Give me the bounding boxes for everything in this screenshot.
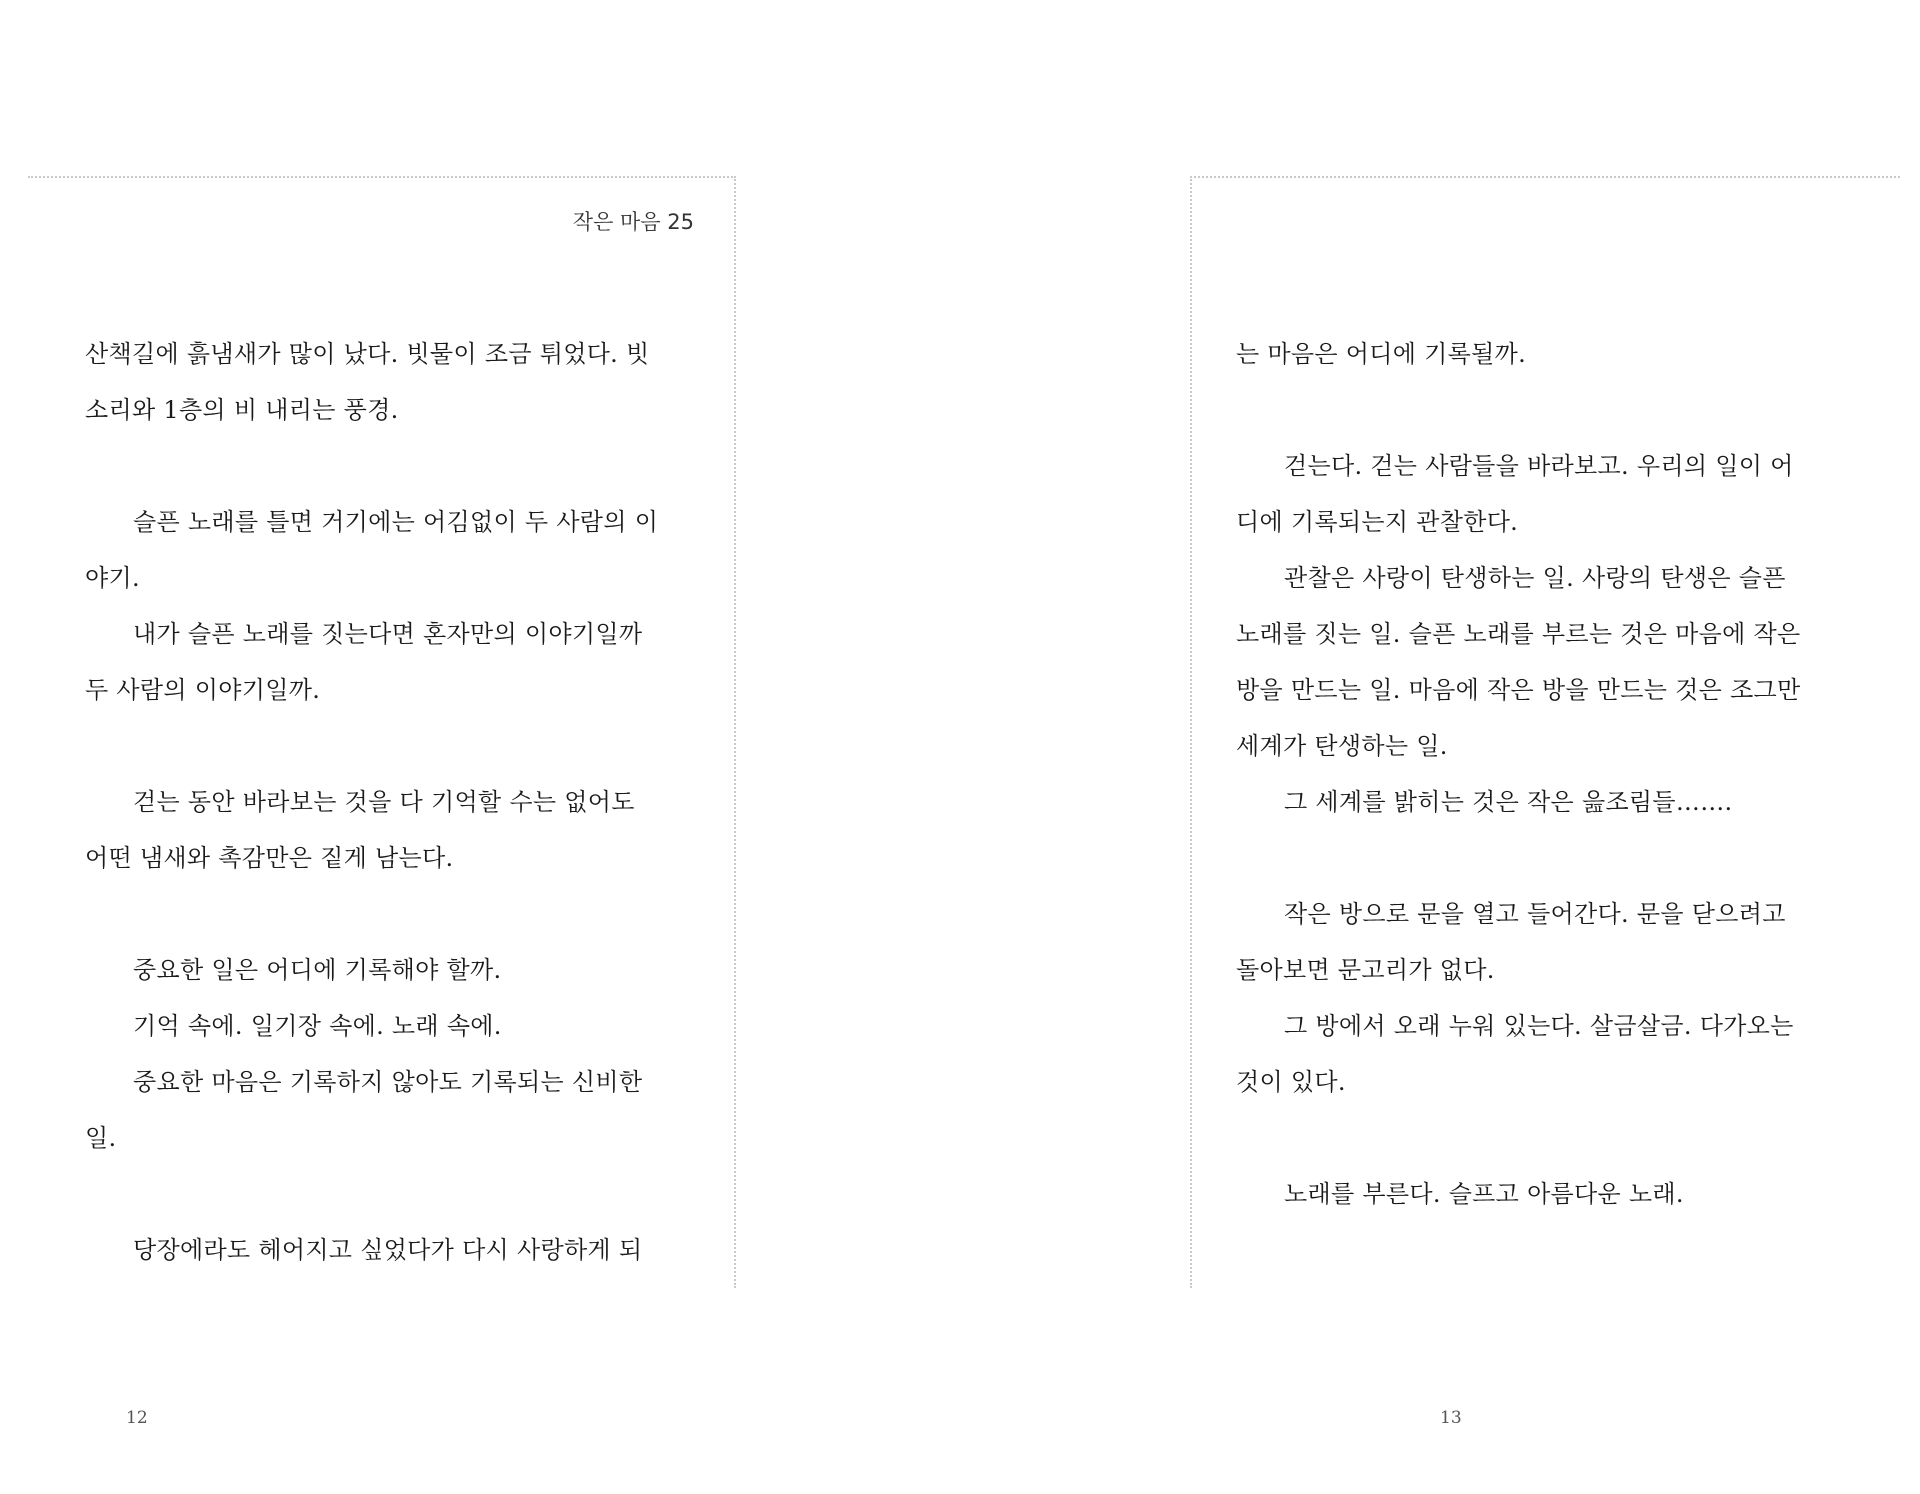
text-line: 내가 슬픈 노래를 짓는다면 혼자만의 이야기일까 (133, 620, 643, 648)
text-line: 작은 방으로 문을 열고 들어간다. 문을 닫으려고 (1284, 900, 1786, 928)
text-line: 걷는다. 걷는 사람들을 바라보고. 우리의 일이 어 (1284, 452, 1794, 480)
left-page-body-text (85, 326, 705, 1278)
text-line: 노래를 짓는 일. 슬픈 노래를 부르는 것은 마음에 작은 (1236, 620, 1801, 648)
text-line: 방을 만드는 일. 마음에 작은 방을 만드는 것은 조그만 (1236, 676, 1801, 704)
blank-line (1236, 382, 1856, 438)
blank-line (1236, 1110, 1856, 1166)
text-line: 세계가 탄생하는 일. (1236, 732, 1448, 760)
text-line: 중요한 마음은 기록하지 않아도 기록되는 신비한 (133, 1068, 643, 1096)
text-line: 산책길에 흙냄새가 많이 났다. 빗물이 조금 튀었다. 빗 (85, 340, 650, 368)
text-line: 걷는 동안 바라보는 것을 다 기억할 수는 없어도 (133, 788, 635, 816)
text-line: 소리와 1층의 비 내리는 풍경. (85, 396, 399, 424)
blank-line (85, 1166, 705, 1222)
text-line: 그 방에서 오래 누워 있는다. 살금살금. 다가오는 (1284, 1012, 1794, 1040)
text-line: 중요한 일은 어디에 기록해야 할까. (133, 956, 502, 984)
text-line: 것이 있다. (1236, 1068, 1346, 1096)
right-page-number: 13 (1440, 1408, 1462, 1428)
text-line: 두 사람의 이야기일까. (85, 676, 321, 704)
blank-line (85, 438, 705, 494)
text-line: 돌아보면 문고리가 없다. (1236, 956, 1495, 984)
right-page-body-text (1236, 326, 1856, 1222)
text-line: 일. (85, 1124, 117, 1152)
text-line: 관찰은 사랑이 탄생하는 일. 사랑의 탄생은 슬픈 (1284, 564, 1786, 592)
text-line: 디에 기록되는지 관찰한다. (1236, 508, 1519, 536)
text-line: 기억 속에. 일기장 속에. 노래 속에. (133, 1012, 502, 1040)
text-line: 어떤 냄새와 촉감만은 짙게 남는다. (85, 844, 454, 872)
blank-line (1236, 830, 1856, 886)
left-page-number: 12 (126, 1408, 148, 1428)
text-line: 는 마음은 어디에 기록될까. (1236, 340, 1527, 368)
running-head: 작은 마음 25 (572, 210, 694, 234)
text-line: 슬픈 노래를 틀면 거기에는 어김없이 두 사람의 이 (133, 508, 659, 536)
text-line: 당장에라도 헤어지고 싶었다가 다시 사랑하게 되 (133, 1236, 643, 1264)
right-page (1190, 176, 1900, 1288)
left-page (28, 176, 736, 1288)
text-line: 노래를 부른다. 슬프고 아름다운 노래. (1284, 1180, 1684, 1208)
text-line: 그 세계를 밝히는 것은 작은 읊조림들……. (1284, 788, 1733, 816)
blank-line (85, 718, 705, 774)
text-line: 야기. (85, 564, 140, 592)
blank-line (85, 886, 705, 942)
